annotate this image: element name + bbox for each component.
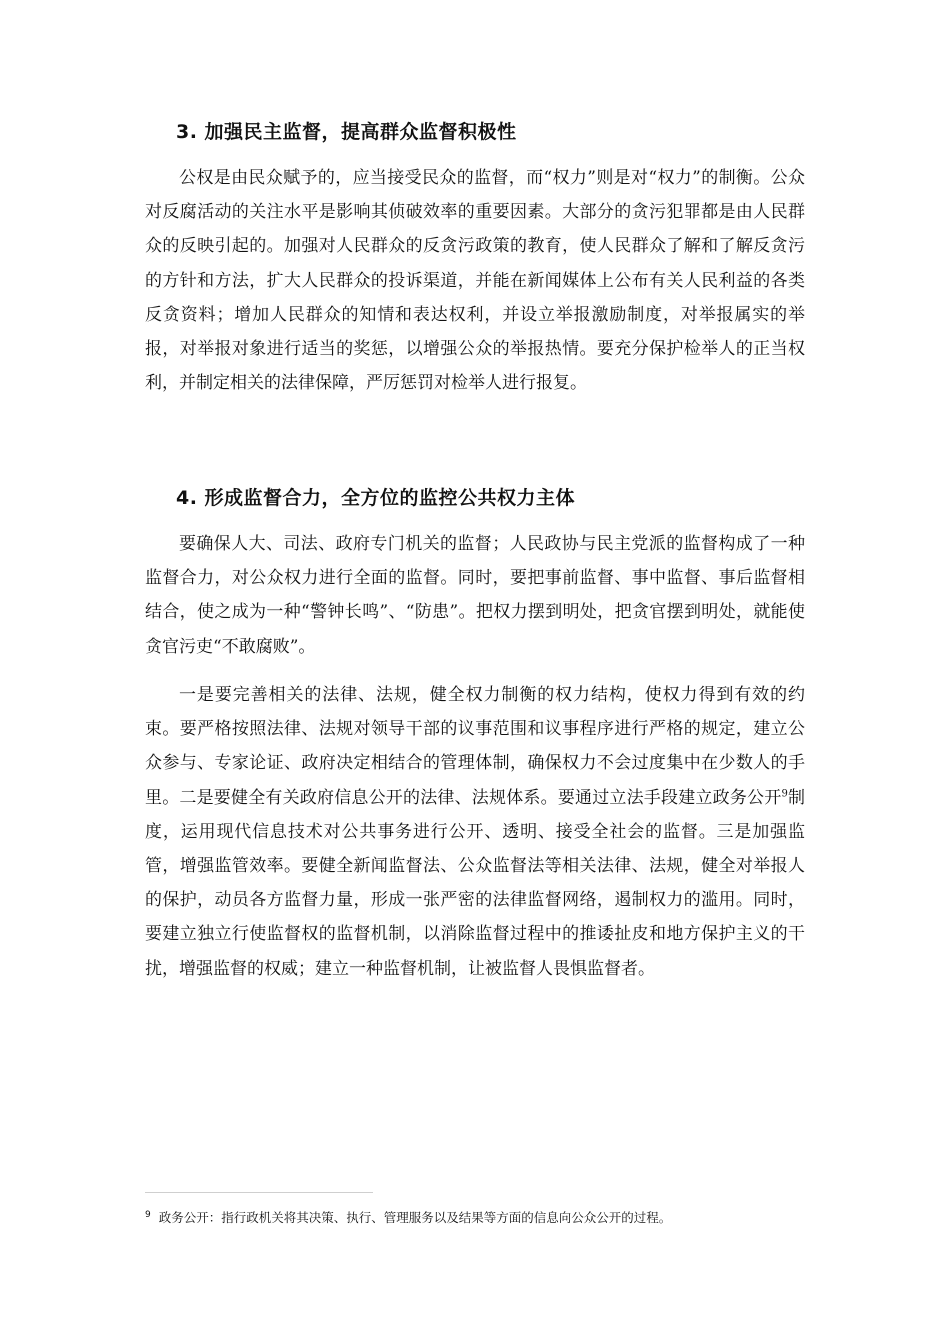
- paragraph-2-text-after-ref: 制度，运用现代信息技术对公共事务进行公开、透明、接受全社会的监督。三是加强监管，增强监管效率。要健全新闻监督法、公众监督法等相关法律、法规，健全对举报人的保护，动员各方监督力量，形成一张严密的法律监督网络，遏制权力的滥用。同时，要建立独立行使监督权的监督机制，以消除监督过程中的推诿扯皮和地方保护主义的干扰，增强监督的权威；建立一种监督机制，让被监督人畏惧监督者。: [145, 787, 806, 979]
- section-4-paragraph-2: [145, 678, 805, 986]
- footnote-reference[interactable]: 9: [781, 787, 788, 799]
- section-3-heading: 3. 加强民主监督，提高群众监督积极性: [176, 121, 517, 143]
- section-4-paragraph-1: 要确保人大、司法、政府专门机关的监督；人民政协与民主党派的监督构成了一种监督合力，对公众权力进行全面的监督。同时，要把事前监督、事中监督、事后监督相结合，使之成为一种“警钟长鸣”、“防患”。把权力摆到明处，把贪官摆到明处，就能使贪官污吏“不敢腐败”。: [145, 534, 805, 657]
- footnote-text: 政务公开：指行政机关将其决策、执行、管理服务以及结果等方面的信息向公众公开的过程。: [158, 1210, 672, 1225]
- footnote-divider: [145, 1192, 373, 1193]
- footnote-number: 9: [145, 1209, 151, 1220]
- paragraph-2-text-before-ref: 一是要完善相关的法律、法规，健全权力制衡的权力结构，使权力得到有效的约束。要严格按照法律、法规对领导干部的议事范围和议事程序进行严格的规定，建立公众参与、专家论证、政府决定相结合的管理体制，确保权力不会过度集中在少数人的手里。二是要健全有关政府信息公开的法律、法规体系。要通过立法手段建立政务公开: [145, 685, 805, 808]
- section-4-heading: 4. 形成监督合力，全方位的监控公共权力主体: [176, 487, 576, 509]
- section-3-paragraph: 公权是由民众赋予的，应当接受民众的监督，而“权力”则是对“权力”的制衡。公众对反腐活动的关注水平是影响其侦破效率的重要因素。大部分的贪污犯罪都是由人民群众的反映引起的。加强对人民群众的反贪污政策的教育，使人民群众了解和了解反贪污的方针和方法，扩大人民群众的投诉渠道，并能在新闻媒体上公布有关人民利益的各类反贪资料；增加人民群众的知情和表达权利，并设立举报激励制度，对举报属实的举报，对举报对象进行适当的奖惩，以增强公众的举报热情。要充分保护检举人的正当权利，并制定相关的法律保障，严厉惩罚对检举人进行报复。: [145, 168, 805, 394]
- footnote: [145, 1208, 671, 1226]
